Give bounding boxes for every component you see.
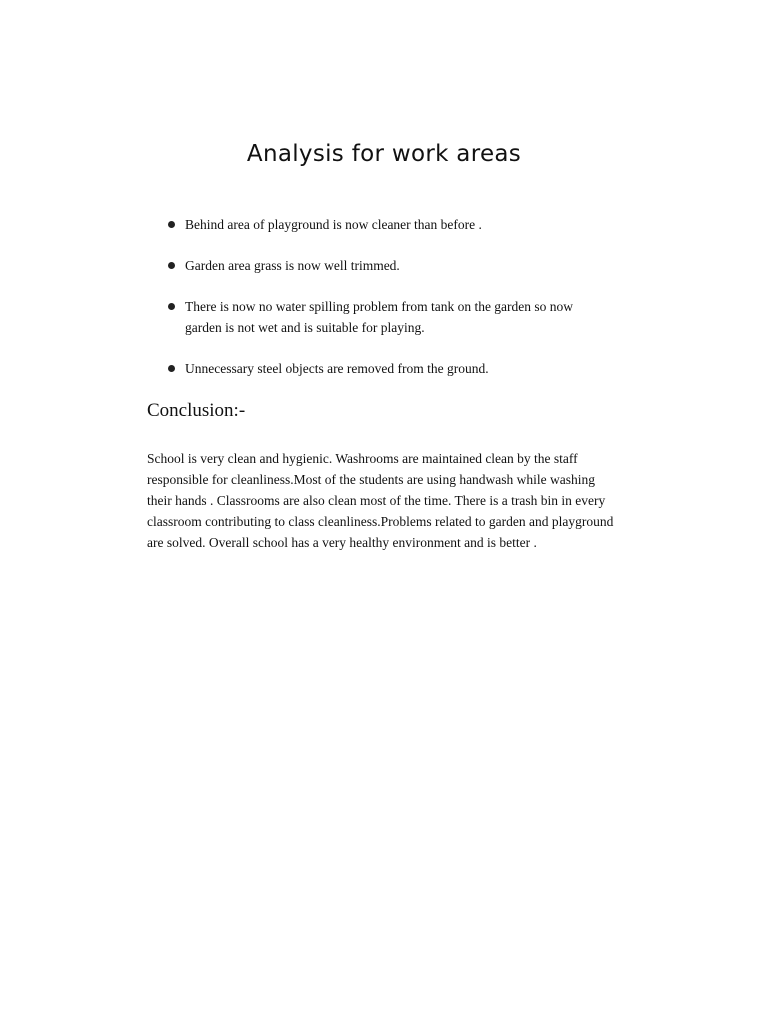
- bullet-icon: [168, 303, 175, 310]
- conclusion-heading: Conclusion:-: [147, 400, 246, 421]
- list-item: [168, 255, 608, 276]
- conclusion-paragraph: School is very clean and hygienic. Washrooms are maintained clean by the staff responsible for cleanliness.Most of the students are using handwash while washing their hands . Classrooms are also clean most of the time. There is a trash bin in every classroom contributing to class cleanliness.Problems related to garden and playground are solved. Overall school has a very healthy environment and is better .: [147, 451, 614, 550]
- list-item-text: Unnecessary steel objects are removed from the ground.: [185, 361, 489, 376]
- bullet-icon: [168, 262, 175, 269]
- page-title: Analysis for work areas: [246, 141, 522, 167]
- analysis-bullet-list: [168, 214, 608, 399]
- list-item-text: Behind area of playground is now cleaner than before .: [185, 217, 482, 232]
- bullet-icon: [168, 221, 175, 228]
- list-item: [168, 214, 608, 235]
- bullet-icon: [168, 365, 175, 372]
- list-item: [168, 358, 608, 379]
- list-item-text: Garden area grass is now well trimmed.: [185, 258, 400, 273]
- list-item: [168, 296, 608, 338]
- list-item-text: There is now no water spilling problem from tank on the garden so now garden is not wet and is suitable for playing.: [185, 299, 574, 335]
